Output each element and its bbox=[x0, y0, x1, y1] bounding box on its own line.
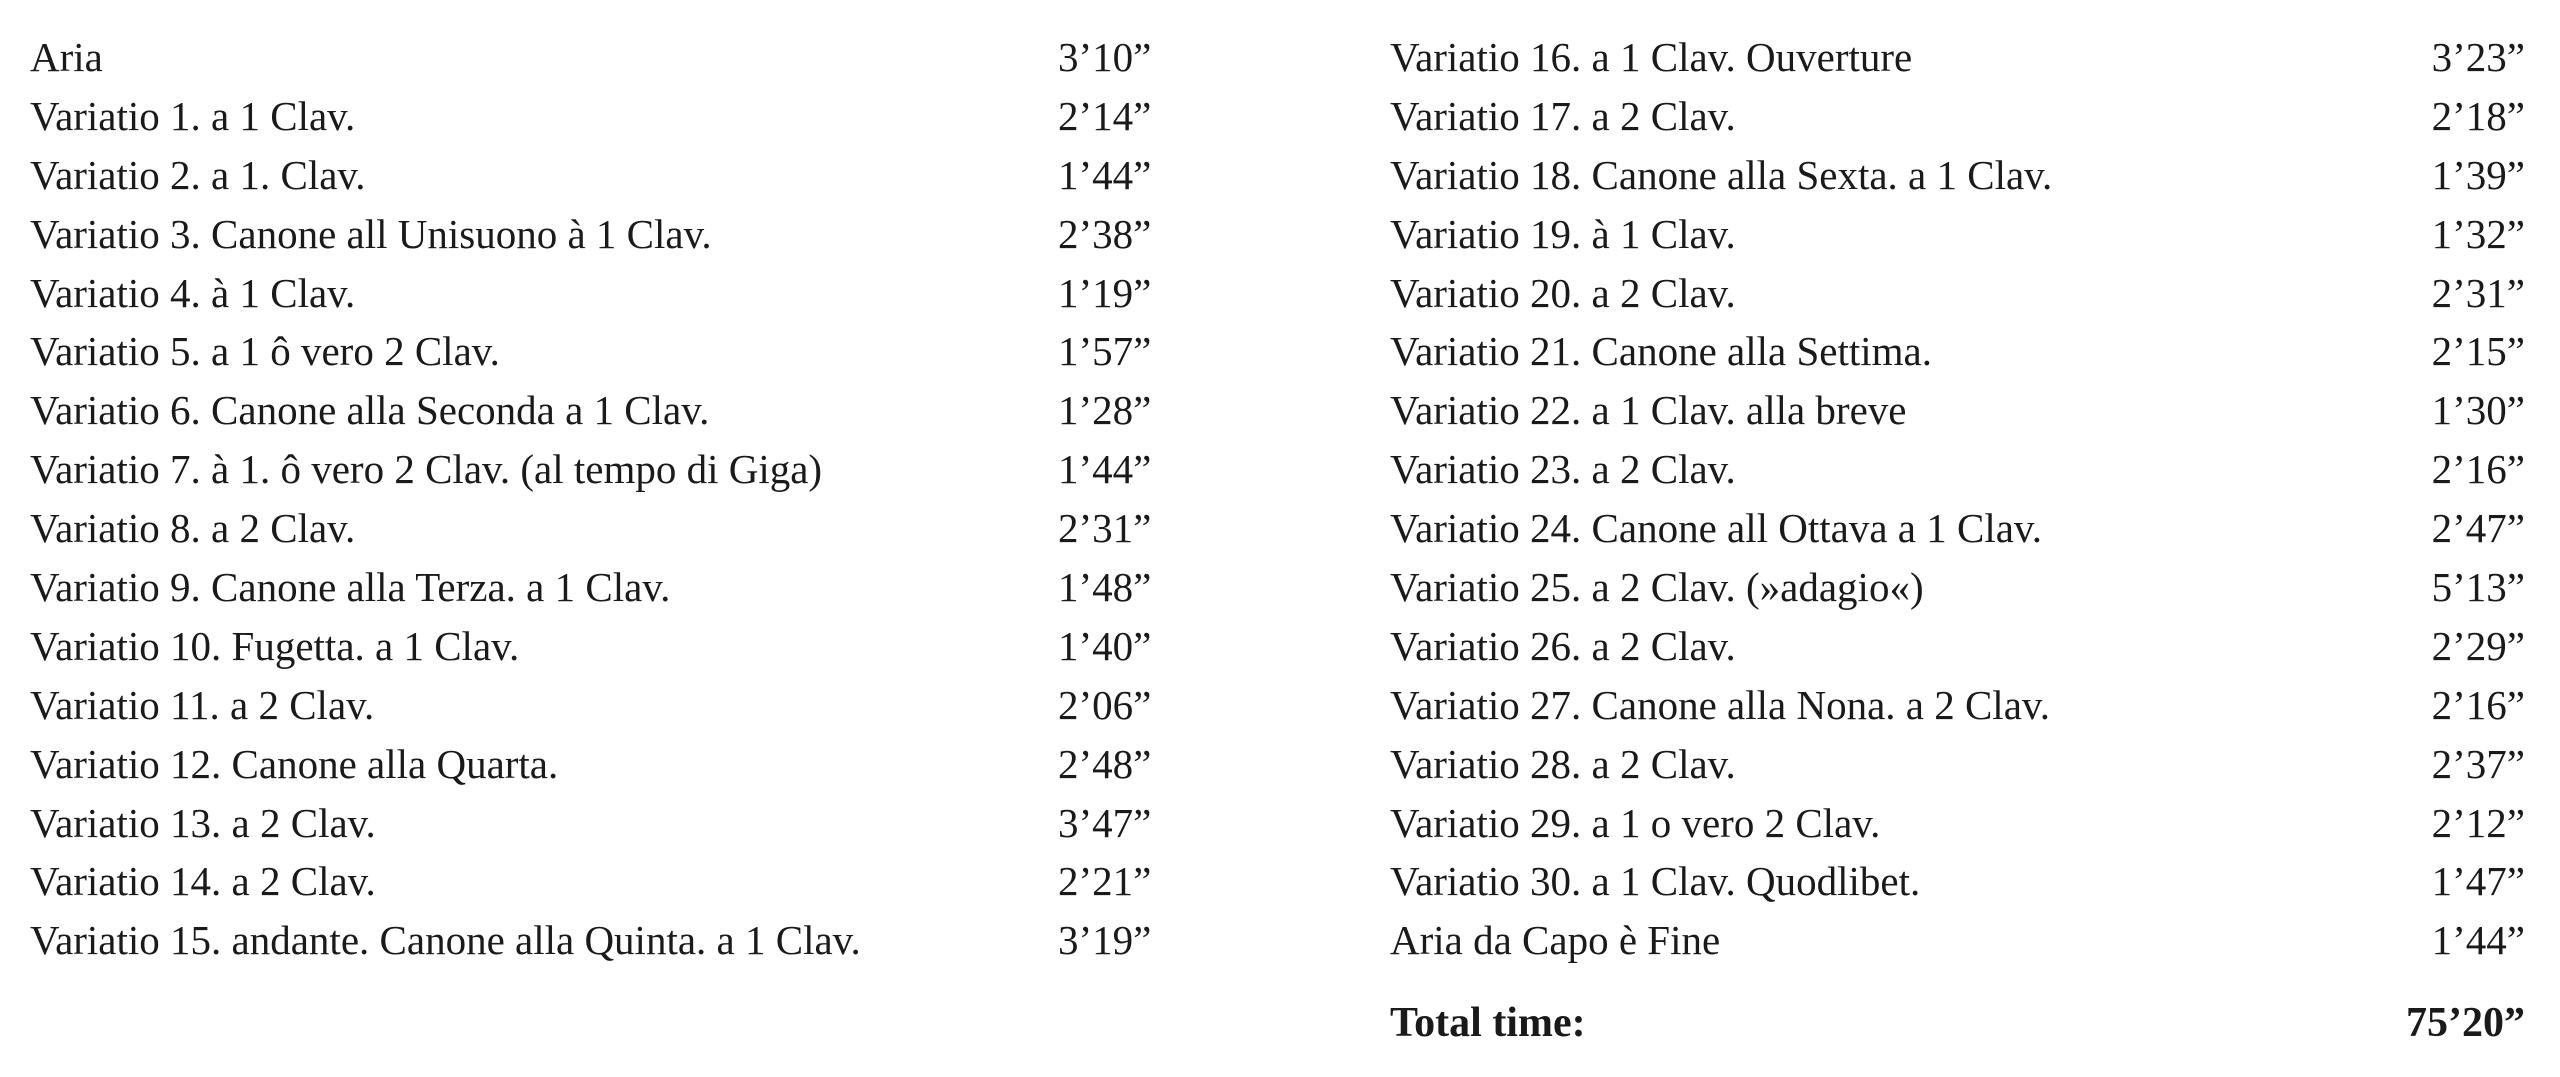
track-title: Variatio 30. a 1 Clav. Quodlibet. bbox=[1390, 858, 1921, 905]
track-row bbox=[30, 87, 1180, 146]
track-title: Variatio 12. Canone alla Quarta. bbox=[30, 740, 559, 787]
track-duration: 2’14” bbox=[1058, 92, 1152, 139]
total-time-value: 75’20” bbox=[2406, 1000, 2525, 1047]
track-title: Variatio 17. a 2 Clav. bbox=[1390, 92, 1736, 139]
track-row bbox=[1390, 322, 2525, 381]
track-title: Variatio 25. a 2 Clav. (»adagio«) bbox=[1390, 564, 1924, 611]
track-duration: 1’30” bbox=[2431, 387, 2525, 434]
track-duration: 2’31” bbox=[1058, 505, 1152, 552]
track-row bbox=[1390, 617, 2525, 676]
track-row bbox=[30, 28, 1180, 87]
track-duration: 2’12” bbox=[2431, 799, 2525, 846]
track-duration: 2’37” bbox=[2431, 740, 2525, 787]
track-title: Variatio 20. a 2 Clav. bbox=[1390, 269, 1736, 316]
track-row bbox=[1390, 735, 2525, 794]
track-title: Variatio 1. a 1 Clav. bbox=[30, 92, 356, 139]
track-row bbox=[30, 440, 1180, 499]
track-title: Aria da Capo è Fine bbox=[1390, 917, 1721, 964]
track-duration: 2’06” bbox=[1058, 681, 1152, 728]
track-row bbox=[1390, 381, 2525, 440]
track-duration: 3’19” bbox=[1058, 917, 1152, 964]
track-duration: 1’28” bbox=[1058, 387, 1152, 434]
track-row bbox=[1390, 264, 2525, 323]
track-row bbox=[30, 617, 1180, 676]
track-title: Variatio 11. a 2 Clav. bbox=[30, 681, 375, 728]
track-duration: 3’47” bbox=[1058, 799, 1152, 846]
right-column-rows bbox=[1390, 28, 2525, 970]
track-title: Variatio 22. a 1 Clav. alla breve bbox=[1390, 387, 1907, 434]
track-title: Variatio 16. a 1 Clav. Ouverture bbox=[1390, 34, 1913, 80]
track-duration: 2’16” bbox=[2431, 446, 2525, 493]
track-title: Variatio 3. Canone all Unisuono à 1 Clav. bbox=[30, 210, 712, 257]
track-title: Variatio 19. à 1 Clav. bbox=[1390, 210, 1736, 257]
track-title: Variatio 9. Canone alla Terza. a 1 Clav. bbox=[30, 564, 671, 611]
track-duration: 1’47” bbox=[2431, 858, 2525, 905]
track-title: Variatio 23. a 2 Clav. bbox=[1390, 446, 1736, 493]
track-title: Variatio 13. a 2 Clav. bbox=[30, 799, 376, 846]
track-duration: 1’19” bbox=[1058, 269, 1152, 316]
track-row bbox=[1390, 676, 2525, 735]
track-duration: 2’31” bbox=[2431, 269, 2525, 316]
track-duration: 1’44” bbox=[1058, 151, 1152, 198]
tracklist-right-column bbox=[1390, 28, 2525, 1053]
track-title: Variatio 27. Canone alla Nona. a 2 Clav. bbox=[1390, 681, 2050, 728]
total-time-label: Total time: bbox=[1390, 1000, 1586, 1047]
track-duration: 1’44” bbox=[1058, 446, 1152, 493]
track-row bbox=[1390, 87, 2525, 146]
track-title: Variatio 18. Canone alla Sexta. a 1 Clav. bbox=[1390, 151, 2053, 198]
track-row bbox=[1390, 205, 2525, 264]
track-row bbox=[1390, 794, 2525, 853]
track-duration: 1’48” bbox=[1058, 564, 1152, 611]
track-row bbox=[30, 794, 1180, 853]
track-row bbox=[1390, 558, 2525, 617]
track-title: Variatio 5. a 1 ô vero 2 Clav. bbox=[30, 328, 500, 375]
track-row bbox=[30, 381, 1180, 440]
track-duration: 3’10” bbox=[1058, 34, 1152, 80]
track-title: Variatio 21. Canone alla Settima. bbox=[1390, 328, 1932, 375]
track-duration: 1’39” bbox=[2431, 151, 2525, 198]
track-duration: 2’38” bbox=[1058, 210, 1152, 257]
track-title: Variatio 8. a 2 Clav. bbox=[30, 505, 356, 552]
track-row bbox=[30, 735, 1180, 794]
track-row bbox=[30, 146, 1180, 205]
track-row bbox=[1390, 499, 2525, 558]
track-title: Variatio 29. a 1 o vero 2 Clav. bbox=[1390, 799, 1881, 846]
track-title: Variatio 4. à 1 Clav. bbox=[30, 269, 356, 316]
track-title: Variatio 24. Canone all Ottava a 1 Clav. bbox=[1390, 505, 2043, 552]
track-duration: 2’47” bbox=[2431, 505, 2525, 552]
track-row bbox=[30, 499, 1180, 558]
track-duration: 2’21” bbox=[1058, 858, 1152, 905]
track-row bbox=[1390, 28, 2525, 87]
track-title: Variatio 28. a 2 Clav. bbox=[1390, 740, 1736, 787]
track-row bbox=[30, 852, 1180, 911]
track-row bbox=[1390, 440, 2525, 499]
track-duration: 2’29” bbox=[2431, 622, 2525, 669]
track-row bbox=[30, 911, 1180, 970]
track-duration: 2’15” bbox=[2431, 328, 2525, 375]
track-duration: 2’18” bbox=[2431, 92, 2525, 139]
track-title: Variatio 26. a 2 Clav. bbox=[1390, 622, 1736, 669]
track-duration: 2’16” bbox=[2431, 681, 2525, 728]
track-duration: 1’44” bbox=[2431, 917, 2525, 964]
tracklist-left-column bbox=[30, 28, 1180, 970]
track-title: Variatio 10. Fugetta. a 1 Clav. bbox=[30, 622, 520, 669]
track-row bbox=[30, 264, 1180, 323]
track-duration: 1’40” bbox=[1058, 622, 1152, 669]
track-row bbox=[1390, 852, 2525, 911]
track-title: Variatio 7. à 1. ô vero 2 Clav. (al tempo di Giga) bbox=[30, 446, 823, 493]
track-row bbox=[30, 558, 1180, 617]
track-title: Aria bbox=[30, 34, 103, 80]
track-title: Variatio 2. a 1. Clav. bbox=[30, 151, 366, 198]
track-row bbox=[1390, 911, 2525, 970]
track-duration: 5’13” bbox=[2431, 564, 2525, 611]
track-duration: 3’23” bbox=[2431, 34, 2525, 80]
track-duration: 2’48” bbox=[1058, 740, 1152, 787]
track-row bbox=[1390, 146, 2525, 205]
track-duration: 1’57” bbox=[1058, 328, 1152, 375]
track-title: Variatio 15. andante. Canone alla Quinta. a 1 Clav. bbox=[30, 917, 861, 964]
track-row bbox=[30, 205, 1180, 264]
total-time-row bbox=[1390, 994, 2525, 1053]
track-row bbox=[30, 676, 1180, 735]
track-title: Variatio 6. Canone alla Seconda a 1 Clav. bbox=[30, 387, 710, 434]
track-title: Variatio 14. a 2 Clav. bbox=[30, 858, 376, 905]
track-row bbox=[30, 322, 1180, 381]
track-duration: 1’32” bbox=[2431, 210, 2525, 257]
